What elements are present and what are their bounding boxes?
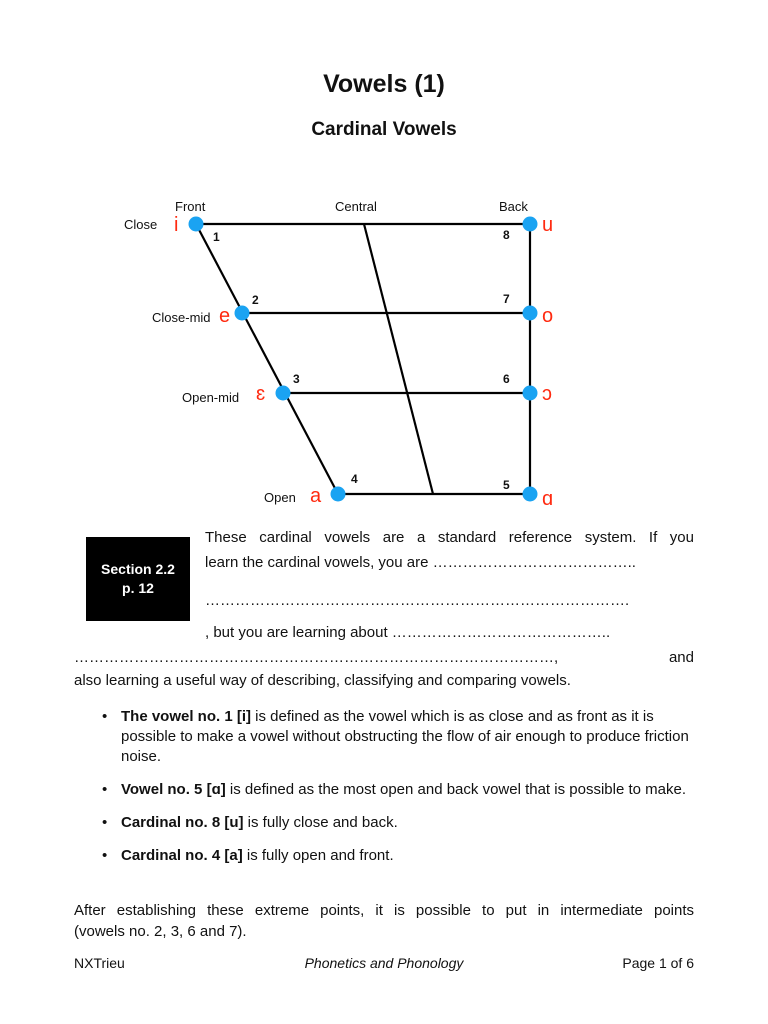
- intro-line-6: also learning a useful way of describing, classifying and comparing vowels.: [74, 672, 571, 689]
- footer-author: NXTrieu: [74, 955, 125, 971]
- closing-line-2: (vowels no. 2, 3, 6 and 7).: [74, 923, 247, 940]
- vowel-symbol-7: o: [542, 305, 554, 327]
- definition-text: is defined as the vowel which is as close and as front as it is possible to make a vowel without obstructing the flow of air enough to produce friction noise.: [121, 708, 689, 765]
- header-back: Back: [499, 199, 528, 214]
- vowel-symbol-2: e: [219, 305, 231, 327]
- vowel-number-1: 1: [213, 230, 220, 244]
- header-central: Central: [335, 199, 377, 214]
- definition-term: Cardinal no. 4 [a]: [121, 847, 243, 864]
- height-close-mid-label: Close-mid: [152, 310, 211, 325]
- vowel-number-4: 4: [351, 472, 358, 486]
- vowel-number-8: 8: [503, 228, 510, 242]
- vowel-symbol-5: ɑ: [542, 488, 554, 510]
- definition-item: [102, 707, 694, 767]
- vowel-number-6: 6: [503, 372, 510, 386]
- vowel-point-6: [523, 386, 538, 401]
- bullet-dot-icon: •: [102, 847, 108, 864]
- intro-line-2: learn the cardinal vowels, you are …………………………………..: [205, 554, 636, 571]
- height-close-label: Close: [124, 217, 158, 232]
- vowel-symbol-8: u: [542, 214, 554, 236]
- page-title: Vowels (1): [323, 70, 445, 98]
- vowel-symbol-6: ɔ: [542, 383, 552, 405]
- intro-line-1: These cardinal vowels are a standard reference system. If you: [205, 529, 694, 546]
- intro-line-5: ……………………………………………………………………………………, and: [74, 649, 694, 666]
- definition-item: [102, 846, 694, 866]
- page-subtitle: Cardinal Vowels: [311, 119, 457, 140]
- definition-list: [102, 707, 694, 879]
- central-line: [364, 224, 433, 494]
- vowel-point-7: [523, 306, 538, 321]
- vowel-number-7: 7: [503, 292, 510, 306]
- definition-term: Cardinal no. 8 [u]: [121, 814, 244, 831]
- definition-term: Vowel no. 5 [ɑ]: [121, 781, 226, 798]
- definition-item: [102, 780, 694, 800]
- footer-course: Phonetics and Phonology: [304, 955, 464, 971]
- vowel-point-1: [189, 217, 204, 232]
- definition-text: is defined as the most open and back vowel that is possible to make.: [225, 781, 686, 798]
- vowel-symbol-1: i: [174, 214, 179, 236]
- definition-term: The vowel no. 1 [i]: [121, 708, 252, 725]
- vowel-symbol-4: a: [310, 485, 322, 507]
- page-ref-label: p. 12: [122, 580, 154, 596]
- definition-text: is fully close and back.: [243, 814, 398, 831]
- vowel-point-8: [523, 217, 538, 232]
- definition-item: [102, 813, 694, 833]
- intro-line-3: ………………………………………………………………………….: [205, 592, 630, 609]
- header-front: Front: [175, 199, 206, 214]
- height-open-mid-label: Open-mid: [182, 390, 240, 405]
- section-label: Section 2.2: [101, 561, 175, 577]
- vowel-point-5: [523, 487, 538, 502]
- height-open-label: Open: [264, 490, 296, 505]
- bullet-dot-icon: •: [102, 781, 108, 798]
- intro-line-4: , but you are learning about ……………………………………..: [205, 624, 611, 641]
- vowel-symbol-3: ɛ: [256, 383, 266, 405]
- vowel-number-3: 3: [293, 372, 300, 386]
- definition-text: is fully open and front.: [242, 847, 394, 864]
- chart-grid-lines: [196, 224, 530, 494]
- section-reference-box: [86, 537, 190, 621]
- vowel-number-2: 2: [252, 293, 259, 307]
- vowel-point-2: [235, 306, 250, 321]
- vowel-point-3: [276, 386, 291, 401]
- front-edge-line: [196, 224, 338, 494]
- closing-line-1: After establishing these extreme points, it is possible to put in intermediate points: [74, 902, 694, 919]
- vowel-number-5: 5: [503, 478, 510, 492]
- bullet-dot-icon: •: [102, 814, 108, 831]
- bullet-dot-icon: •: [102, 708, 108, 725]
- vowel-point-4: [331, 487, 346, 502]
- footer-page-number: Page 1 of 6: [622, 955, 694, 971]
- vowel-marks: [174, 214, 553, 510]
